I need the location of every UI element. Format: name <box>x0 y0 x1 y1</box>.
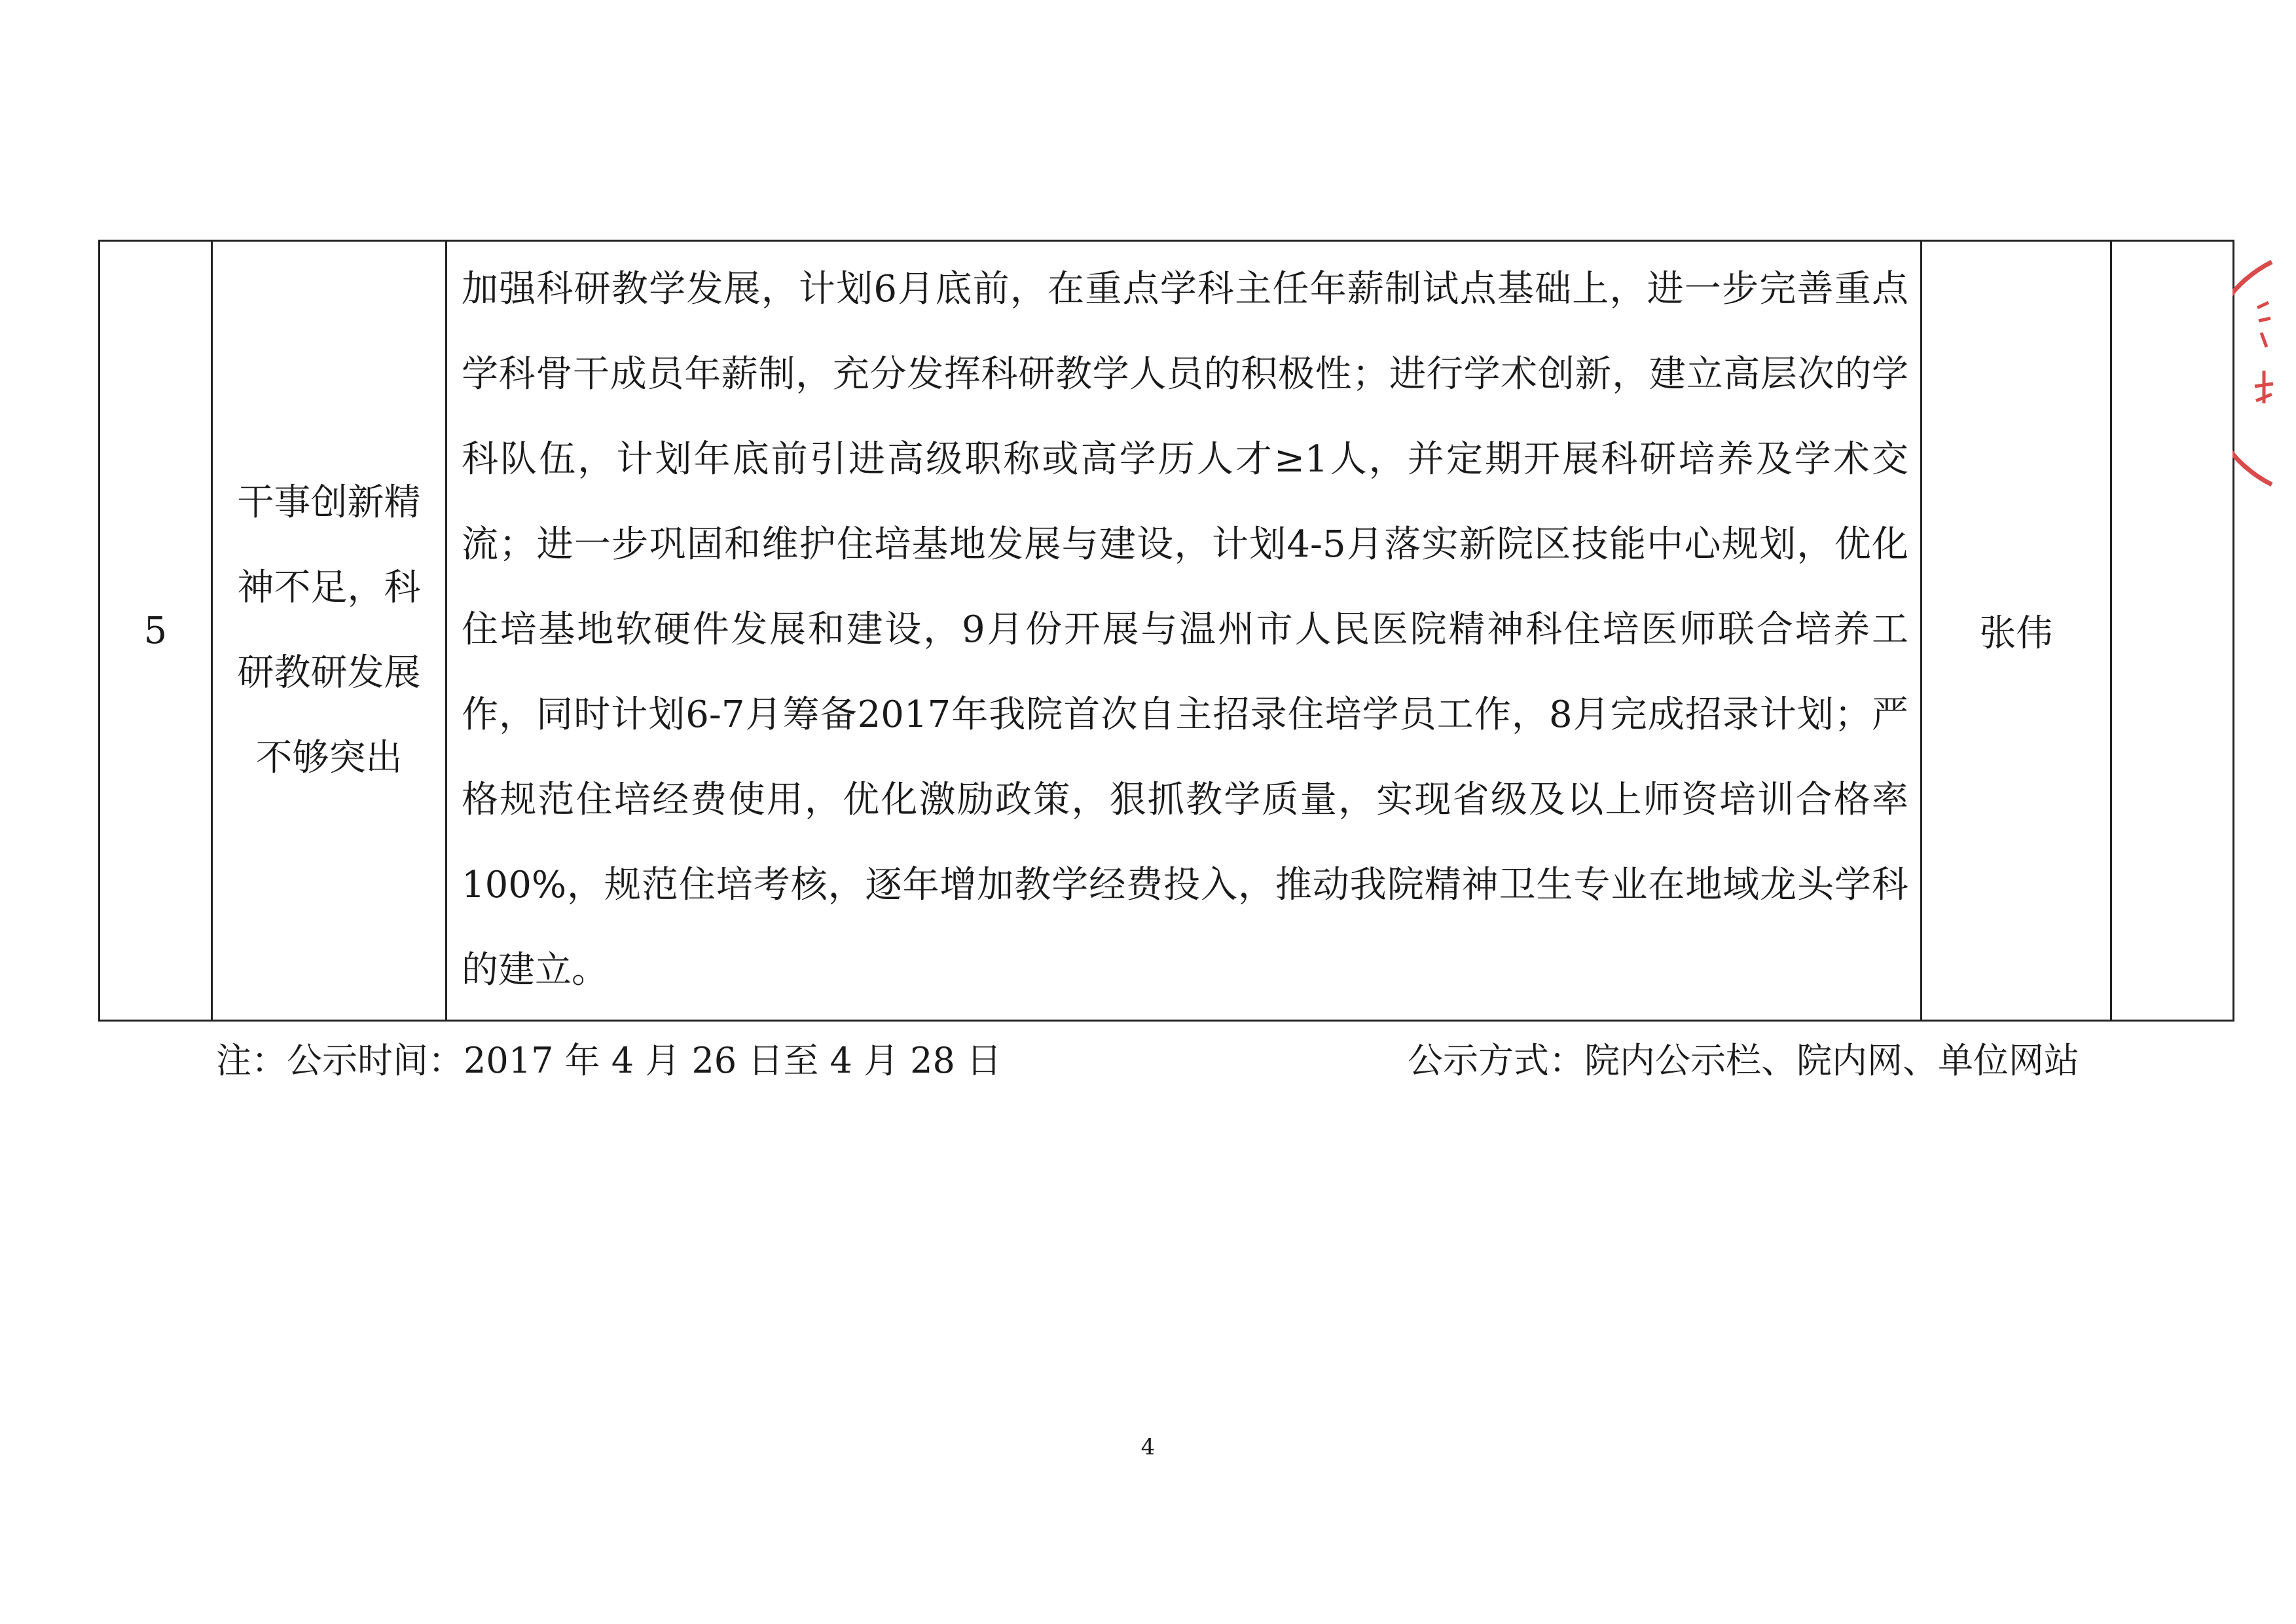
rectification-table <box>98 240 2234 1022</box>
empty-column-cell <box>2111 241 2234 1021</box>
issue-description: 干事创新精神不足，科研教研发展不够突出 <box>212 241 446 1021</box>
publication-method-note: 公示方式：院内公示栏、院内网、单位网站 <box>1408 1040 2079 1081</box>
responsible-person: 张伟 <box>1922 241 2111 1021</box>
red-seal-fragment <box>2232 255 2296 491</box>
publication-period-note: 注：公示时间：2017 年 4 月 26 日至 4 月 28 日 <box>216 1040 1002 1081</box>
seal-icon <box>2232 255 2296 491</box>
rectification-measures: 加强科研教学发展，计划6月底前，在重点学科主任年薪制试点基础上，进一步完善重点学科骨干成员年薪制，充分发挥科研教学人员的积极性；进行学术创新，建立高层次的学科队伍，计划年底前引进高级职称或高学历人才≥1人，并定期开展科研培养及学术交流；进一步巩固和维护住培基地发展与建设，计划4-5月落实新院区技能中心规划，优化住培基地软硬件发展和建设，9月份开展与温州市人民医院精神科住培医师联合培养工作，同时计划6-7月筹备2017年我院首次自主招录住培学员工作，8月完成招录计划；严格规范住培经费使用，优化激励政策，狠抓教学质量，实现省级及以上师资培训合格率100%，规范住培考核，逐年增加教学经费投入，推动我院精神卫生专业在地域龙头学科的建立。 <box>446 241 1922 1021</box>
table-row <box>100 241 2234 1021</box>
row-number: 5 <box>100 241 212 1021</box>
page-number: 4 <box>1140 1434 1156 1460</box>
